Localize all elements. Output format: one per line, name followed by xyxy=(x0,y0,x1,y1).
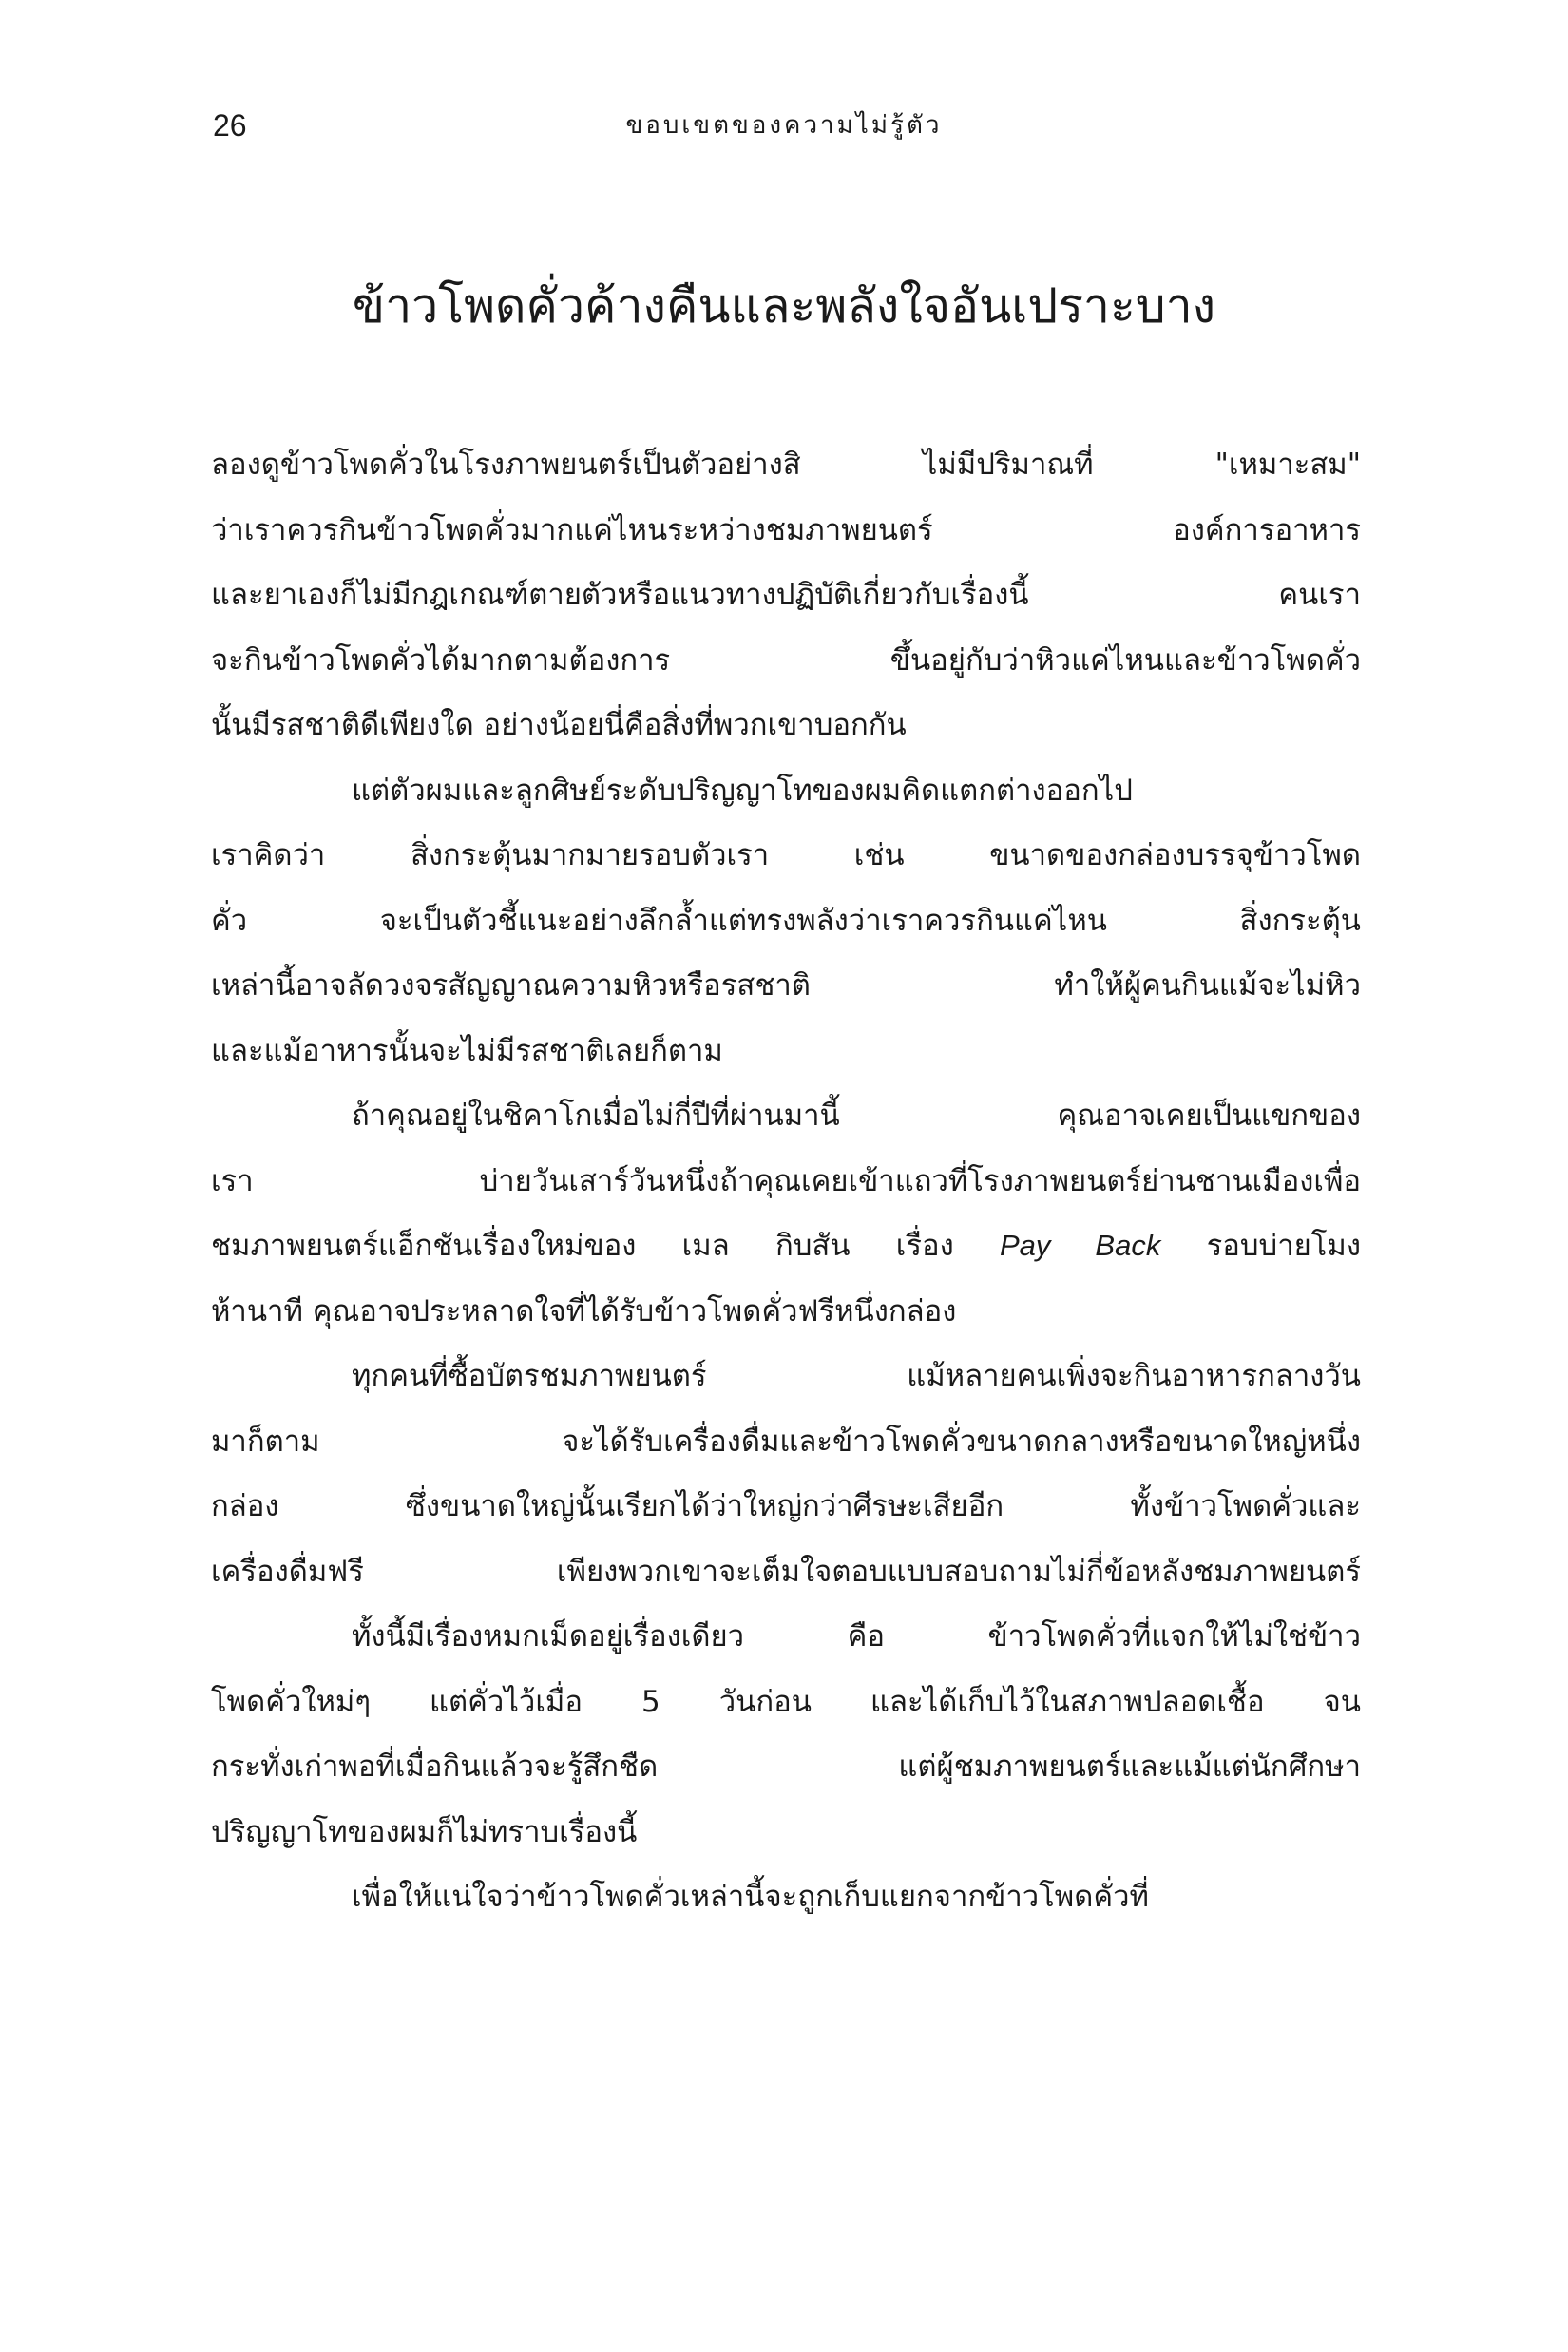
text-line: มาก็ตาม จะได้รับเครื่องดื่มและข้าวโพดคั่วขนาดกลางหรือขนาดใหญ่หนึ่ง xyxy=(211,1424,1361,1459)
text-line: เรา บ่ายวันเสาร์วันหนึ่งถ้าคุณเคยเข้าแถวที่โรงภาพยนตร์ย่านชานเมืองเพื่อ xyxy=(211,1163,1361,1198)
text-segment: ชมภาพยนตร์แอ็กชันเรื่องใหม่ของ เมล กิบสัน เรื่อง xyxy=(211,1229,1000,1263)
text-line: เครื่องดื่มฟรี เพียงพวกเขาจะเต็มใจตอบแบบสอบถามไม่กี่ข้อหลังชมภาพยนตร์ xyxy=(211,1554,1361,1589)
text-line: ว่าเราควรกินข้าวโพดคั่วมากแค่ไหนระหว่างชมภาพยนตร์ องค์การอาหาร xyxy=(211,512,1361,547)
text-segment: รอบบ่ายโมง xyxy=(1160,1229,1362,1263)
text-line: ปริญญาโทของผมก็ไม่ทราบเรื่องนี้ xyxy=(211,1814,638,1849)
text-line: กล่อง ซึ่งขนาดใหญ่นั้นเรียกได้ว่าใหญ่กว่าศีรษะเสียอีก ทั้งข้าวโพดคั่วและ xyxy=(211,1489,1361,1523)
paragraph-6 xyxy=(211,1864,1361,1930)
text-line: ทุกคนที่ซื้อบัตรชมภาพยนตร์ แม้หลายคนเพิ่งจะกินอาหารกลางวัน xyxy=(352,1359,1361,1393)
text-line: แต่ตัวผมและลูกศิษย์ระดับปริญญาโทของผมคิดแตกต่างออกไป xyxy=(352,773,1133,808)
movie-title-italic: Pay Back xyxy=(1000,1229,1161,1262)
text-line: และแม้อาหารนั้นจะไม่มีรสชาติเลยก็ตาม xyxy=(211,1033,723,1068)
text-line: เหล่านี้อาจลัดวงจรสัญญาณความหิวหรือรสชาติ ทำให้ผู้คนกินแม้จะไม่หิว xyxy=(211,968,1361,1003)
running-header: ขอบเขตของความไม่รู้ตัว xyxy=(625,111,943,140)
text-line: ถ้าคุณอยู่ในชิคาโกเมื่อไม่กี่ปีที่ผ่านมานี้ คุณอาจเคยเป็นแขกของ xyxy=(352,1099,1361,1133)
text-line: ห้านาที คุณอาจประหลาดใจที่ได้รับข้าวโพดคั่วฟรีหนึ่งกล่อง xyxy=(211,1293,957,1329)
text-line: กระทั่งเก่าพอที่เมื่อกินแล้วจะรู้สึกชืด แต่ผู้ชมภาพยนตร์และแม้แต่นักศึกษา xyxy=(211,1750,1361,1784)
text-line xyxy=(211,1214,1361,1279)
paragraph-4 xyxy=(211,1344,1361,1604)
text-line: ทั้งนี้มีเรื่องหมกเม็ดอยู่เรื่องเดียว คือ ข้าวโพดคั่วที่แจกให้ไม่ใช่ข้าว xyxy=(352,1619,1361,1654)
paragraph-5 xyxy=(211,1604,1361,1864)
paragraph-2 xyxy=(211,758,1361,1084)
text-line: ลองดูข้าวโพดคั่วในโรงภาพยนตร์เป็นตัวอย่างสิ ไม่มีปริมาณที่ "เหมาะสม" xyxy=(211,448,1361,482)
body-text xyxy=(211,432,1361,1930)
text-line: คั่ว จะเป็นตัวชี้แนะอย่างลึกล้ำแต่ทรงพลังว่าเราควรกินแค่ไหน สิ่งกระตุ้น xyxy=(211,903,1361,938)
text-line: และยาเองก็ไม่มีกฎเกณฑ์ตายตัวหรือแนวทางปฏิบัติเกี่ยวกับเรื่องนี้ คนเรา xyxy=(211,578,1361,612)
paragraph-1 xyxy=(211,432,1361,758)
text-line: นั้นมีรสชาติดีเพียงใด อย่างน้อยนี่คือสิ่งที่พวกเขาบอกกัน xyxy=(211,708,907,742)
text-line: เพื่อให้แน่ใจว่าข้าวโพดคั่วเหล่านี้จะถูกเก็บแยกจากข้าวโพดคั่วที่ xyxy=(352,1880,1149,1914)
text-line: โพดคั่วใหม่ๆ แต่คั่วไว้เมื่อ 5 วันก่อน และได้เก็บไว้ในสภาพปลอดเชื้อ จน xyxy=(211,1684,1361,1719)
text-line: เราคิดว่า สิ่งกระตุ้นมากมายรอบตัวเรา เช่น ขนาดของกล่องบรรจุข้าวโพด xyxy=(211,838,1361,872)
paragraph-3 xyxy=(211,1083,1361,1344)
chapter-title: ข้าวโพดคั่วค้างคืนและพลังใจอันเปราะบาง xyxy=(352,278,1216,334)
page-number: 26 xyxy=(213,108,247,143)
text-line: จะกินข้าวโพดคั่วได้มากตามต้องการ ขึ้นอยู่กับว่าหิวแค่ไหนและข้าวโพดคั่ว xyxy=(211,642,1361,678)
